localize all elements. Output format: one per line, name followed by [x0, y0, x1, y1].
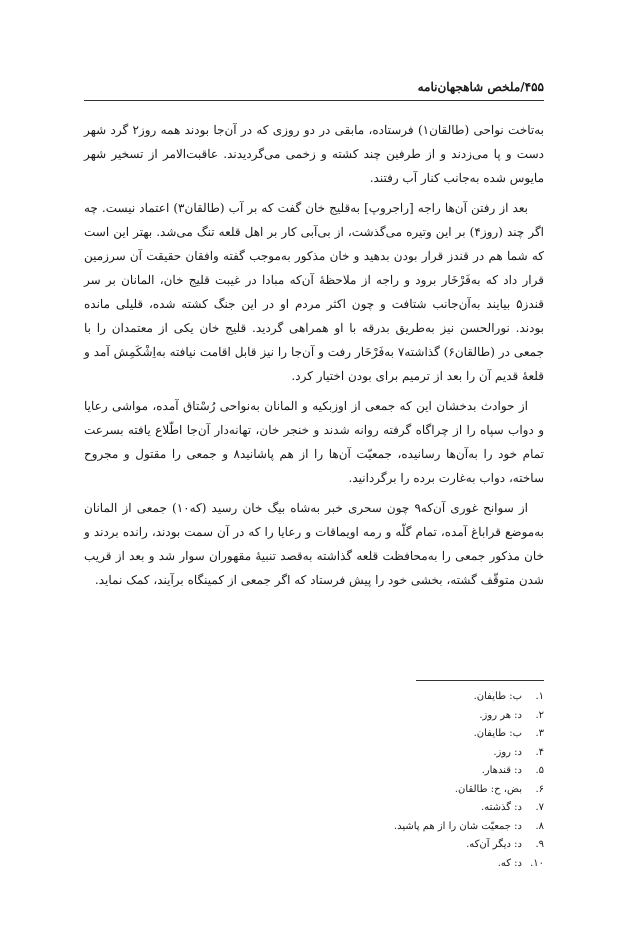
footnote-text: د: جمعیّت شان را از هم پاشید. — [393, 820, 522, 832]
footnote-number: ٢. — [535, 709, 544, 721]
footnote-item — [84, 799, 544, 818]
footnote-item — [84, 781, 544, 800]
footnote-number: ٩. — [535, 839, 544, 850]
paragraph-1: به‌تاخت نواحی (طالقان١) فرستاده، مابقی در دو روزی که در آن‌جا بودند همه روز٢ گرد شهر دست و پا می‌زدند و از طرفین چند کشته و زخمی می‌گردیدند. عاقبت‌الامر از تسخیر شهر مایوس شده به‌جانب کنار آب رفتند. — [84, 123, 545, 185]
footnote-number: ١. — [535, 691, 544, 702]
footnote-item — [84, 818, 544, 837]
body-text — [84, 118, 544, 598]
footnote-text: ب: طایفان. — [473, 728, 522, 739]
footnote-text: بض، ح: طالقان. — [454, 783, 522, 795]
running-header: ۴۵۵/ملخص شاهجهان‌نامه — [417, 80, 544, 94]
footnote-item — [84, 762, 544, 781]
footnote-number: ٨. — [535, 820, 544, 832]
footnote-text: د: گذشته. — [481, 802, 522, 813]
footnote-number: ۶. — [535, 783, 544, 795]
footnote-number: ٧. — [535, 802, 544, 813]
paragraph-3: از حوادث بدخشان این که جمعی از اوزبکیه و المانان به‌نواحی رُسْتاق آمده، مواشی رعایا و دواب سپاه را از چراگاه گرفته روانه شدند و خنجر خان، تهانه‌دار آن‌جا اطّلاع یافته بسرعت تمام خود را به‌آن‌ها رسانیده، جمعیّت آن‌ها را از هم پاشانید٨ و جمعی را مقتول و مجروح ساخته، دواب به‌غارت برده را برگردانید. — [84, 399, 544, 485]
footnote-number: ٣. — [535, 728, 544, 739]
footnote-text: د: هر روز. — [479, 709, 522, 721]
paragraph-4: از سوانح غوری آن‌که٩ چون سحری خبر به‌شاه بیگ خان رسید (که١٠) جمعی از المانان به‌موضع قراباغ آمده، تمام گلّه و رمه اویماقات و رعایا را که در آن سمت بودند، رانده بردند و خان مذکور جمعی را به‌محافظت قلعه گذاشته به‌قصد تنبیهٔ مقهوران سوار شد و بعد از قریب شدن متوقّف گشته، بخشی خود را پیش فرستاد که اگر جمعی از کمینگاه برآیند، کمک نماید. — [84, 501, 544, 587]
footnote-item — [84, 855, 544, 874]
footnotes-list — [84, 688, 544, 873]
paragraph-2: بعد از رفتن آن‌ها راجه [راجروپ] به‌قلیج خان گفت که بر آب (طالقان٣) اعتماد نیست. چه اگر چند (روز۴) بر این وتیره می‌گذشت، از بی‌آبی کار بر اهل قلعه تنگ می‌شد. بهتر این است که شما هم در قندز قرار بودن بدهید و خان مذکور به‌موجب گفته وافقان حقیقت آن سرزمین قرار داد که به‌فَرْخَار برود و راجه از ملاحظهٔ آن‌که مبادا در غیبت قلیج خان، المانان بر سر قندز۵ بیایند به‌آن‌جانب شتافت و چون اکثر مردم او در این جنگ کشته شده، قلیلی مانده بودند. نورالحسن نیز به‌طریق بدرقه با او همراهی گردید. قلیج خان یکی از معتمدان را با جمعی در (طالقان۶) گذاشته٧ به‌فَرْخَار رفت و آن‌جا را نیز قابل اقامت نیافته به‌اِشْکَمِش آمد و قلعهٔ قدیم آن را بعد از ترمیم برای بودن اختیار کرد. — [84, 201, 544, 383]
footnote-item — [84, 688, 544, 707]
header-divider — [84, 100, 544, 101]
footnote-divider — [416, 680, 544, 681]
footnote-item — [84, 725, 544, 744]
footnote-text: د: قندهار. — [481, 765, 522, 776]
footnote-item — [84, 744, 544, 763]
footnote-item — [84, 707, 544, 726]
footnote-text: د: دیگر آن‌که. — [466, 839, 522, 850]
footnote-number: ۴. — [535, 746, 544, 758]
footnote-text: د: روز. — [493, 746, 522, 758]
footnote-text: د: که. — [497, 857, 522, 869]
footnote-text: ب: طایفان. — [473, 691, 522, 702]
footnote-number: ١٠. — [530, 857, 544, 869]
footnote-number: ۵. — [535, 765, 544, 776]
footnote-item — [84, 836, 544, 855]
